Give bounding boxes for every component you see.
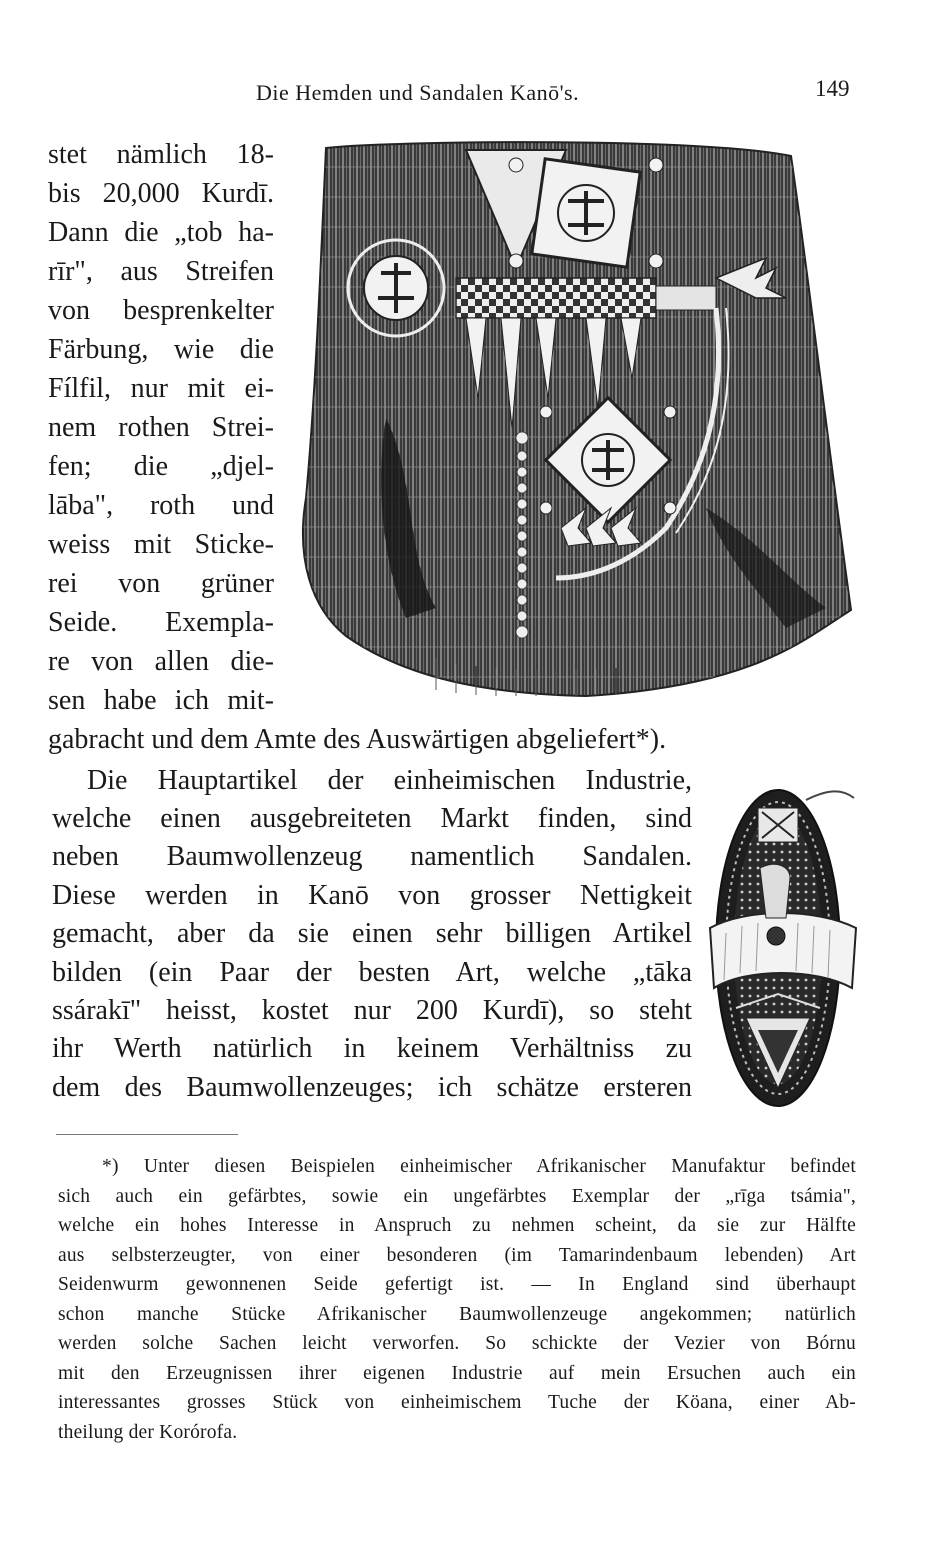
footnote-line: sich auch ein gefärbtes, sowie ein ungefärbtes Exemplar der „rīga tsámia", <box>58 1186 856 1207</box>
footnote-line: aus selbsterzeugter, von einer besonderen (im Tamarindenbaum lebenden) Art <box>58 1245 856 1266</box>
page-number: 149 <box>815 76 850 101</box>
footnote-line: welche ein hohes Interesse in Anspruch zu nehmen scheint, da sie zur Hälfte <box>58 1215 856 1236</box>
text-line: rei von grüner <box>48 568 274 599</box>
text-line: welche einen ausgebreiteten Markt finden, sind <box>52 803 692 834</box>
footnote-line: *) Unter diesen Beispielen einheimischer Afrikanischer Manufaktur befindet <box>102 1156 856 1177</box>
text-line: ihr Werth natürlich in keinem Verhältniss zu <box>52 1033 692 1064</box>
footnote-line: schon manche Stücke Afrikanischer Baumwollenzeuge angekommen; natürlich <box>58 1304 856 1325</box>
sandal-illustration <box>706 768 860 1108</box>
text-line: weiss mit Sticke- <box>48 529 274 560</box>
text-line: fen; die „djel- <box>48 451 274 482</box>
footnote-separator <box>56 1134 238 1135</box>
text-line: rīr", aus Streifen <box>48 256 274 287</box>
footnote-line: werden solche Sachen leicht verworfen. So schickte der Vezier von Bórnu <box>58 1333 856 1354</box>
text-line: dem des Baumwollenzeuges; ich schätze ersteren <box>52 1072 692 1103</box>
text-line: nem rothen Strei- <box>48 412 274 443</box>
text-line: gemacht, aber da sie einen sehr billigen Artikel <box>52 918 692 949</box>
text-line: stet nämlich 18- <box>48 139 274 170</box>
footnote-line: mit den Erzeugnissen ihrer eigenen Industrie auf mein Ersuchen auch ein <box>58 1363 856 1384</box>
text-line: von besprenkelter <box>48 295 274 326</box>
text-line: Fílfil, nur mit ei- <box>48 373 274 404</box>
garment-illustration <box>286 138 856 700</box>
text-line: bis 20,000 Kurdī. <box>48 178 274 209</box>
text-line: gabracht und dem Amte des Auswärtigen abgeliefert*). <box>48 724 667 755</box>
text-line: Diese werden in Kanō von grosser Nettigkeit <box>52 880 692 911</box>
running-header-title: Die Hemden und Sandalen Kanō's. <box>256 80 580 105</box>
text-line: neben Baumwollenzeug namentlich Sandalen. <box>52 841 692 872</box>
text-line: Dann die „tob ha- <box>48 217 274 248</box>
text-line: ssárakī" heisst, kostet nur 200 Kurdī), so steht <box>52 995 692 1026</box>
text-line: bilden (ein Paar der besten Art, welche „tāka <box>52 957 692 988</box>
text-line: re von allen die- <box>48 646 274 677</box>
footnote-line: theilung der Korórofa. <box>58 1422 238 1443</box>
text-line: sen habe ich mit- <box>48 685 274 716</box>
text-line: Seide. Exempla- <box>48 607 274 638</box>
text-line: Die Hauptartikel der einheimischen Industrie, <box>87 765 692 796</box>
text-line: Färbung, wie die <box>48 334 274 365</box>
footnote-line: interessantes grosses Stück von einheimischem Tuche der Köana, einer Ab- <box>58 1392 856 1413</box>
text-line: lāba", roth und <box>48 490 274 521</box>
footnote-line: Seidenwurm gewonnenen Seide gefertigt ist. — In England sind überhaupt <box>58 1274 856 1295</box>
